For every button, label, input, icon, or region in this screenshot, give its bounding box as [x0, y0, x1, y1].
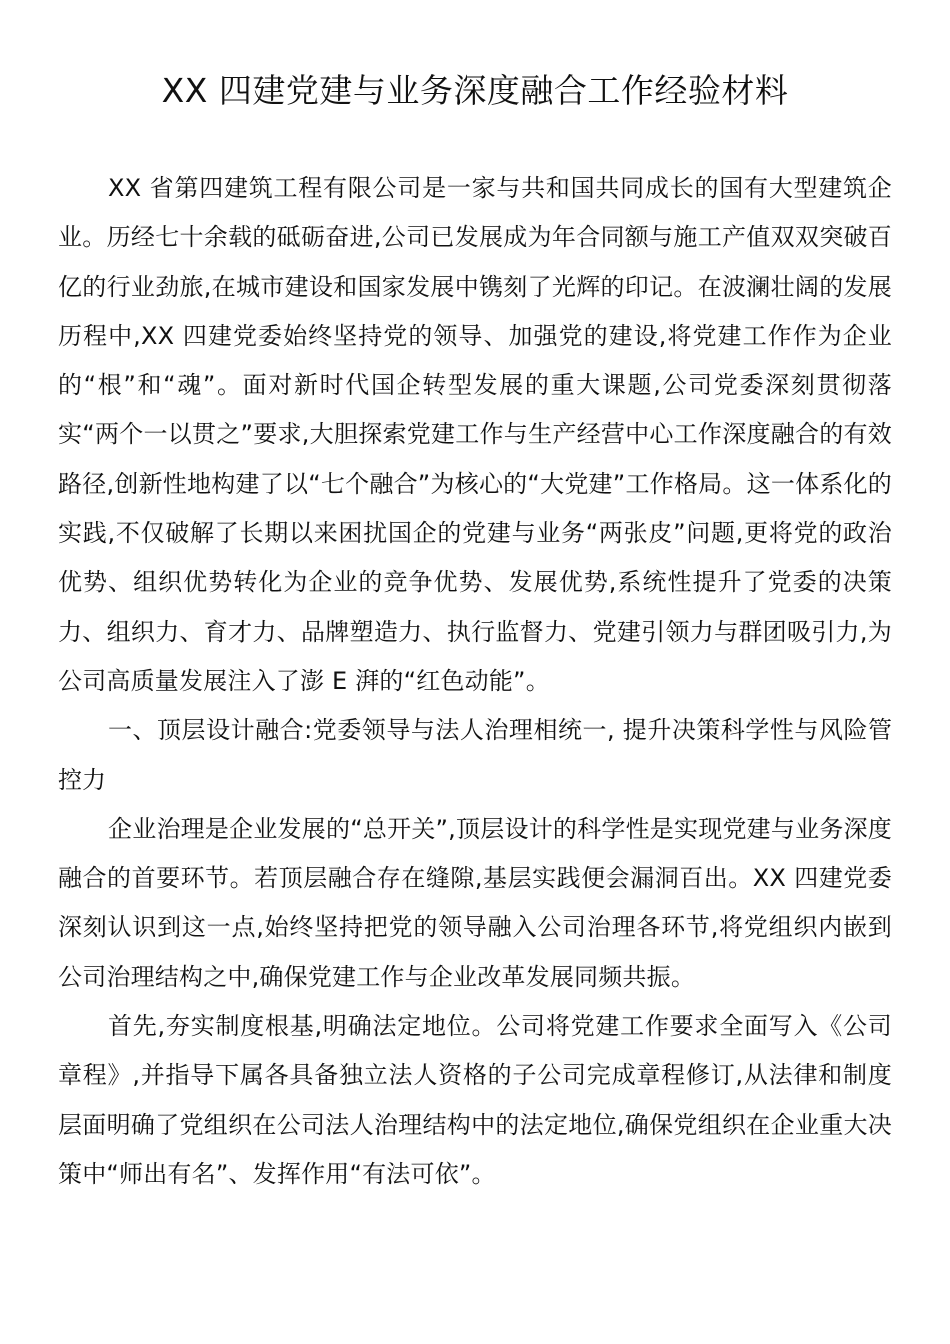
section-1-paragraph-2: 首先,夯实制度根基,明确法定地位。公司将党建工作要求全面写入《公司章程》,并指导下属各具备独立法人资格的子公司完成章程修订,从法律和制度层面明确了党组织在公司法人治理结构中的法定地位,确保党组织在企业重大决策中“师出有名”、发挥作用“有法可依”。 — [58, 1012, 892, 1188]
document-title: XX 四建党建与业务深度融合工作经验材料 — [161, 71, 789, 110]
document-body — [58, 164, 892, 1199]
section-heading-1: 一、顶层设计融合:党委领导与法人治理相统一, 提升决策科学性与风险管控力 — [58, 716, 892, 794]
intro-paragraph: XX 省第四建筑工程有限公司是一家与共和国共同成长的国有大型建筑企业。历经七十余载的砥砺奋进,公司已发展成为年合同额与施工产值双双突破百亿的行业劲旅,在城市建设和国家发展中镌刻了光辉的印记。在波澜壮阔的发展历程中,XX 四建党委始终坚持党的领导、加强党的建设,将党建工作作为企业的“根”和“魂”。面对新时代国企转型发展的重大课题,公司党委深刻贯彻落实“两个一以贯之”要求,大胆探索党建工作与生产经营中心工作深度融合的有效路径,创新性地构建了以“七个融合”为核心的“大党建”工作格局。这一体系化的实践,不仅破解了长期以来困扰国企的党建与业务“两张皮”问题,更将党的政治优势、组织优势转化为企业的竞争优势、发展优势,系统性提升了党委的决策力、组织力、育才力、品牌塑造力、执行监督力、党建引领力与群团吸引力,为公司高质量发展注入了澎 E 湃的“红色动能”。 — [58, 174, 892, 695]
section-1-paragraph-1: 企业治理是企业发展的“总开关”,顶层设计的科学性是实现党建与业务深度融合的首要环节。若顶层融合存在缝隙,基层实践便会漏洞百出。XX 四建党委深刻认识到这一点,始终坚持把党的领导融入公司治理各环节,将党组织内嵌到公司治理结构之中,确保党建工作与企业改革发展同频共振。 — [58, 814, 892, 991]
